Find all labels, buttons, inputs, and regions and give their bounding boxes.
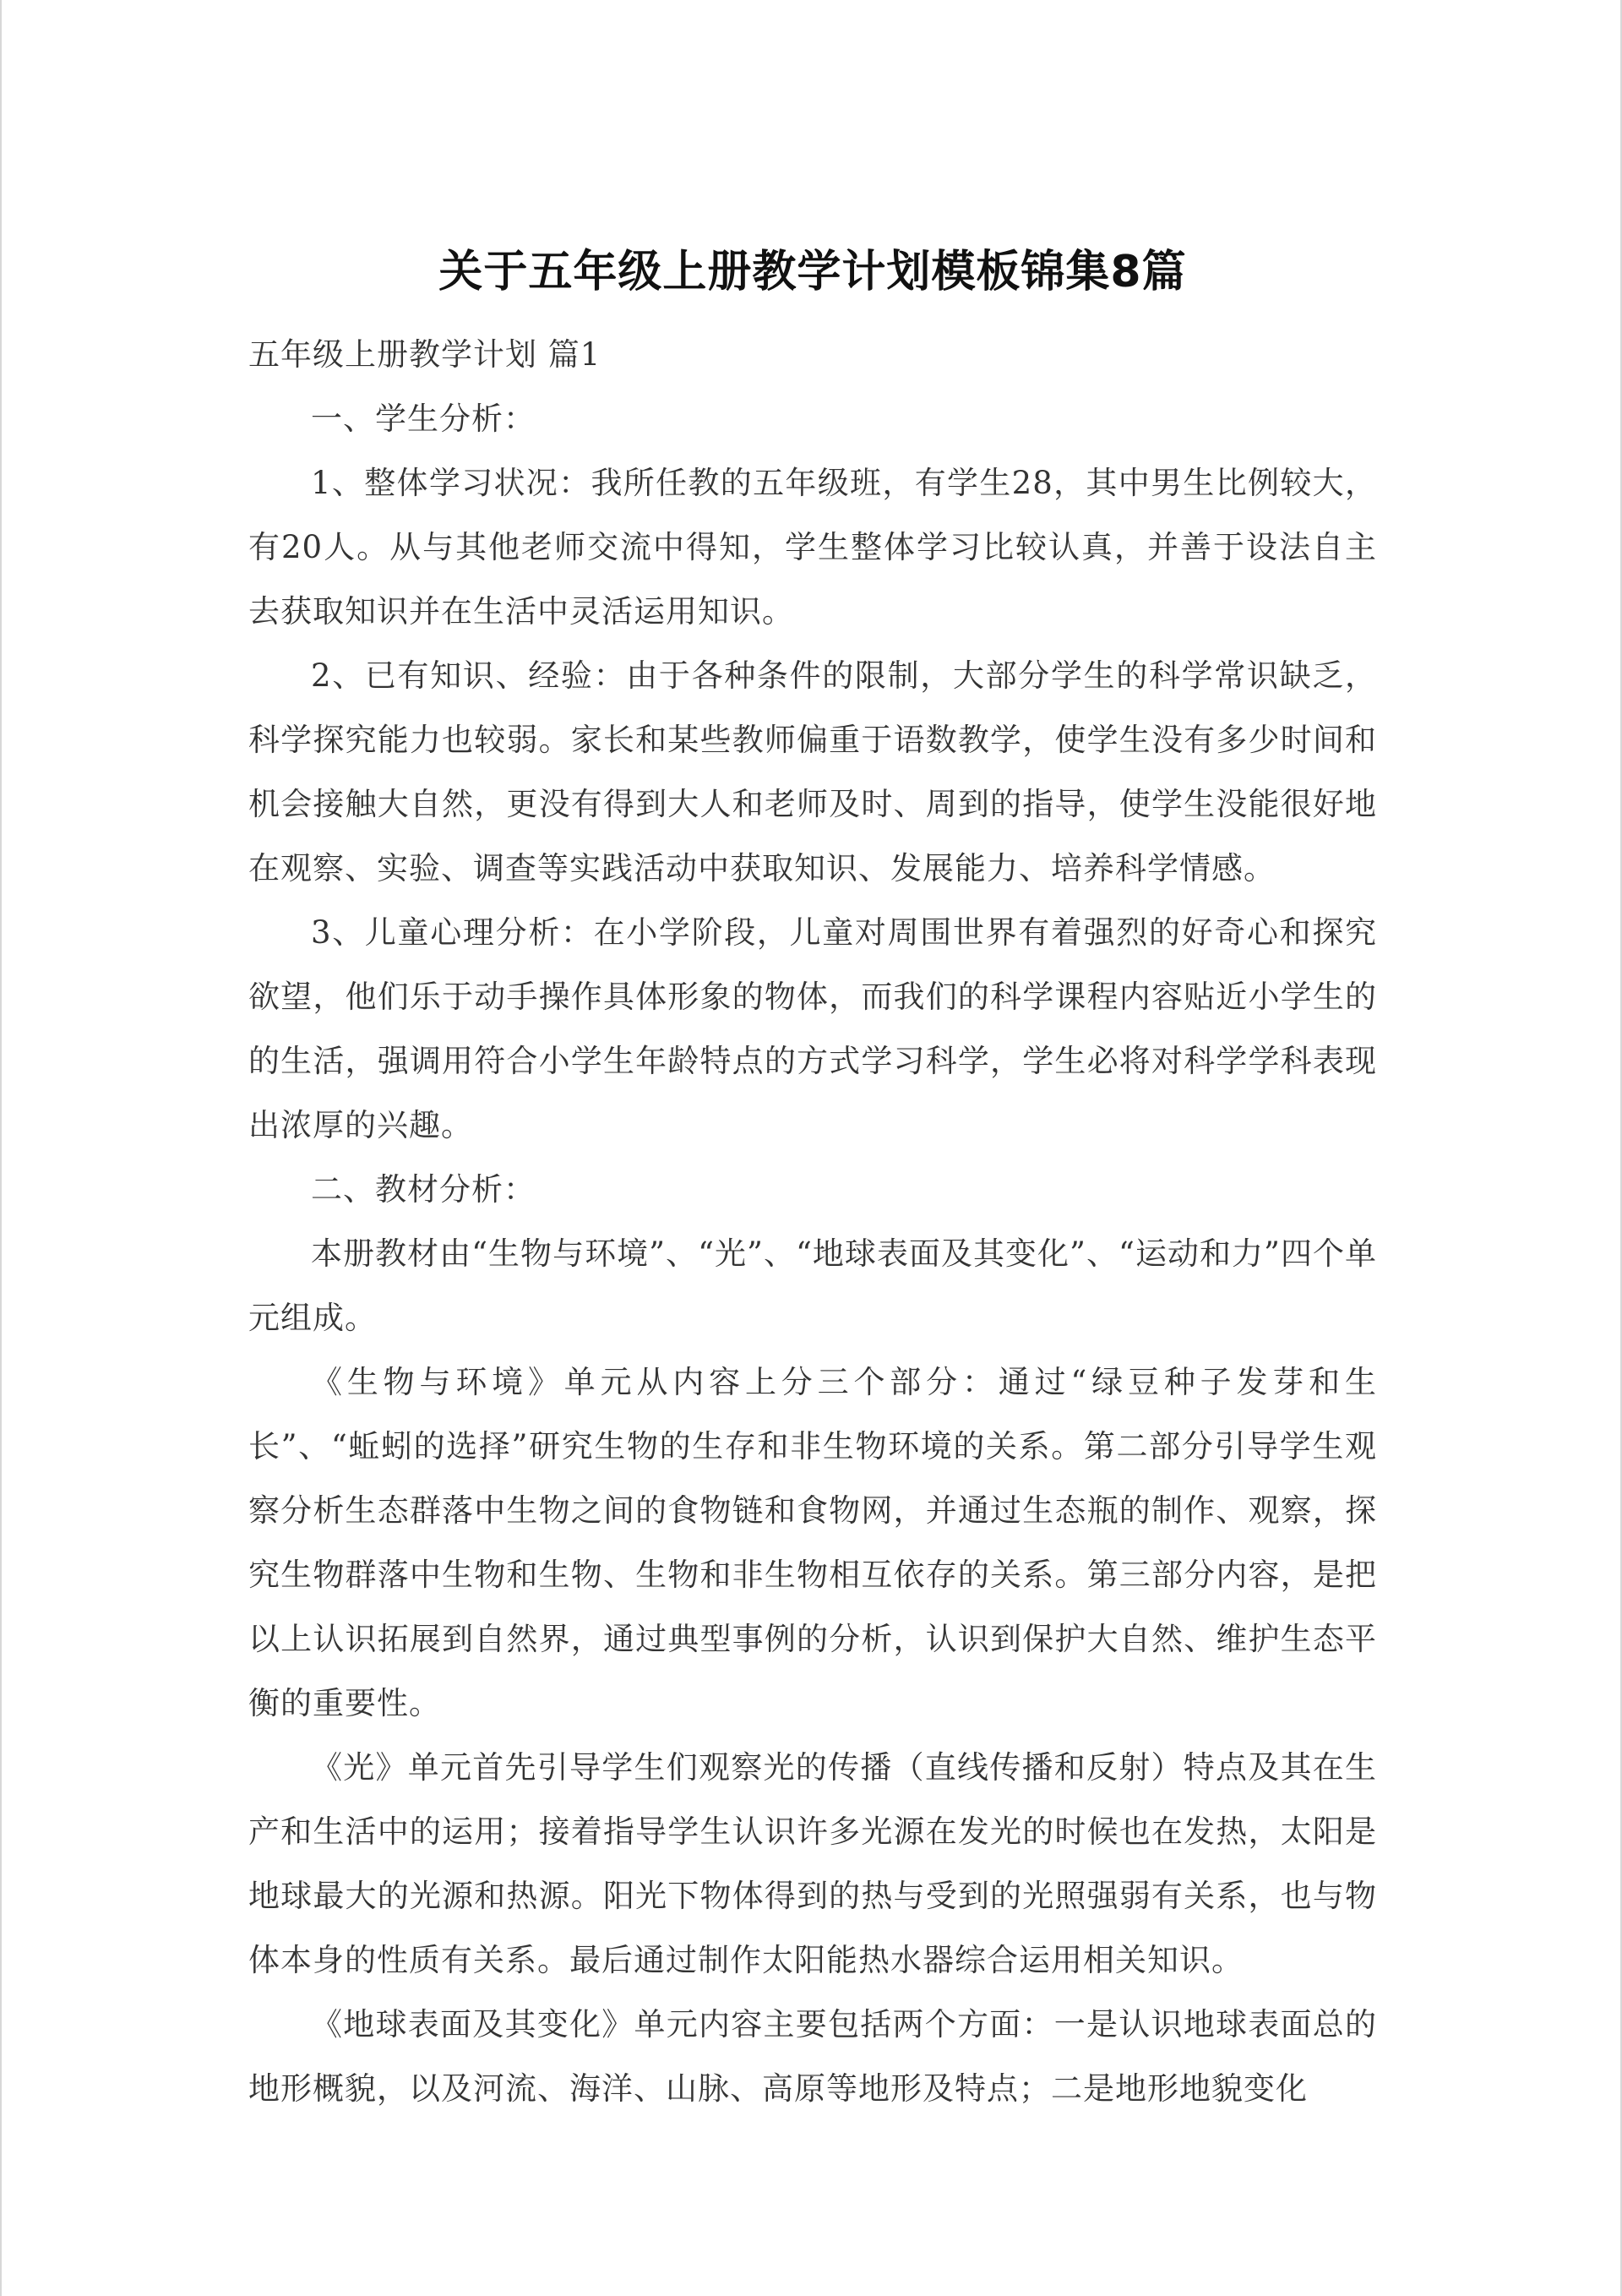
paragraph-unit-organisms: 《生物与环境》单元从内容上分三个部分：通过“绿豆种子发芽和生长”、“蚯蚓的选择”研究生物的生存和非生物环境的关系。第二部分引导学生观察分析生态群落中生物之间的食物链和食物网，并通过生态瓶的制作、观察，探究生物群落中生物和生物、生物和非生物相互依存的关系。第三部分内容，是把以上认识拓展到自然界，通过典型事例的分析，认识到保护大自然、维护生态平衡的重要性。 — [248, 1364, 1377, 1721]
paragraph-overall-learning: 1、整体学习状况：我所任教的五年级班，有学生28，其中男生比例较大，有20人。从与其他老师交流中得知，学生整体学习比较认真，并善于设法自主去获取知识并在生活中灵活运用知识。 — [248, 465, 1377, 630]
paragraph-textbook-units: 本册教材由“生物与环境”、“光”、“地球表面及其变化”、“运动和力”四个单元组成。 — [248, 1235, 1377, 1336]
paragraph-child-psychology: 3、儿童心理分析：在小学阶段，儿童对周围世界有着强烈的好奇心和探究欲望，他们乐于动手操作具体形象的物体，而我们的科学课程内容贴近小学生的的生活，强调用符合小学生年龄特点的方式学习科学，学生必将对科学学科表现出浓厚的兴趣。 — [248, 914, 1377, 1143]
paragraph-existing-knowledge: 2、已有知识、经验：由于各种条件的限制，大部分学生的科学常识缺乏，科学探究能力也较弱。家长和某些教师偏重于语数教学，使学生没有多少时间和机会接触大自然，更没有得到大人和老师及时、周到的指导，使学生没能很好地在观察、实验、调查等实践活动中获取知识、发展能力、培养科学情感。 — [248, 657, 1377, 886]
section-heading-plan-1: 五年级上册教学计划 篇1 — [248, 336, 601, 373]
document-body — [248, 323, 1377, 2121]
heading-textbook-analysis: 二、教材分析： — [311, 1171, 536, 1208]
paragraph-unit-light: 《光》单元首先引导学生们观察光的传播（直线传播和反射）特点及其在生产和生活中的运用；接着指导学生认识许多光源在发光的时候也在发热，太阳是地球最大的光源和热源。阳光下物体得到的热与受到的光照强弱有关系，也与物体本身的性质有关系。最后通过制作太阳能热水器综合运用相关知识。 — [248, 1749, 1377, 1978]
document-title: 关于五年级上册教学计划模板锦集8篇 — [438, 247, 1187, 297]
heading-student-analysis: 一、学生分析： — [311, 401, 536, 437]
paragraph-unit-earth-surface: 《地球表面及其变化》单元内容主要包括两个方面：一是认识地球表面总的地形概貌，以及河流、海洋、山脉、高原等地形及特点；二是地形地貌变化 — [248, 2006, 1377, 2107]
